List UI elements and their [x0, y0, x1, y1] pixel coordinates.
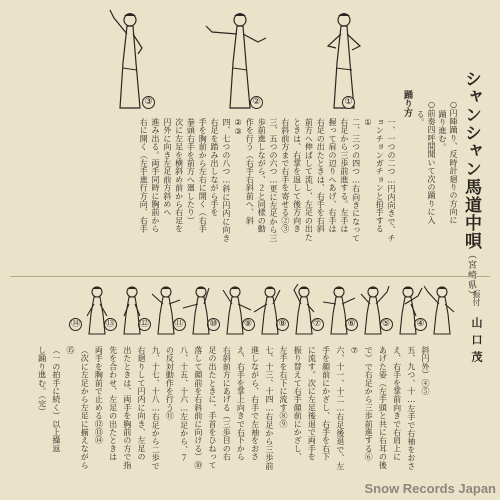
instruction-column: 円外に向き左足前方斜めへ [162, 118, 172, 217]
instruction-column: に流す。次に左足後退で両手を [307, 346, 317, 461]
instruction-column: ⑮ [66, 346, 75, 355]
instruction-column: 握って肩の辺りへあげ、右手は [328, 118, 337, 233]
intro-text [448, 100, 458, 260]
instruction-column: 五、九つ、十…左手で右袖をおさ [406, 346, 416, 470]
instruction-column: 三、五つの六つ…更に左足から三 [269, 118, 278, 242]
instruction-column: ョンチョンガチョンと拍手する [375, 118, 385, 233]
instruction-column: で）で右足から三歩前進する⑥ [364, 346, 374, 461]
choreography-credit [468, 290, 484, 368]
instruction-column: 先を合わせ、左足の出たときは [108, 346, 118, 461]
section-heading: 踊り方 [402, 90, 412, 117]
figure-number: ⑥ [345, 318, 358, 331]
instruction-column: え、右手を掌前向きで右肩上に [392, 346, 402, 461]
figure-number: ⑤ [380, 318, 393, 331]
instruction-column: 九、十七、十八…右足から二歩で [151, 346, 161, 470]
instruction-column: 右に開く（左手進行方向、右手 [139, 118, 149, 233]
figure-number: ⑧ [276, 318, 289, 331]
credit-label: 振付 [472, 290, 481, 306]
instruction-column: 進しながら、右手で左袖をおさ [250, 346, 260, 461]
credit-name: 山口茂 [470, 317, 483, 368]
instruction-column: 左手を右下に流す⑧⑨ [279, 346, 288, 428]
instruction-column: ②③ [233, 118, 243, 137]
instruction-column: 右足の出たときは、右手を右斜 [316, 118, 326, 233]
instruction-column: 拳頭右手を前方へ廻したり） [186, 118, 196, 225]
figure-number: ⑫ [139, 319, 149, 329]
instruction-column: し踊り進む。（完） [37, 346, 47, 416]
figure-number: ⑭ [70, 319, 80, 329]
intro-line: る。 [416, 110, 425, 127]
intro-text [437, 110, 447, 260]
instruction-column: 次に左足を横斜め前から右足を [174, 118, 184, 233]
section-divider [10, 276, 490, 277]
instruction-column: あげた姿（左手頭と共に右耳の後 [378, 346, 388, 469]
figure-number: ⑪ [174, 319, 184, 329]
instruction-column: 振り替えて右手顔前にかざし、 [293, 346, 303, 461]
intro-line: 踊り進む。 [438, 110, 447, 151]
instruction-column: 一、一つの二つ…円内向きで、チ [387, 118, 396, 242]
intro-text [415, 110, 425, 260]
instruction-column: 六、十一、十二…右足後退で、左 [335, 346, 345, 470]
instruction-column: 七、十三、十四…右足から三歩前 [264, 346, 274, 470]
figure-number: ⑦ [311, 318, 324, 331]
intro-line: ○円陣踊り、反時計廻りの方向に [449, 100, 458, 224]
instruction-column: 右斜前方にあげる（三歩目の右 [222, 346, 232, 461]
instruction-column: 右廻りして円内に向き、左足の [137, 346, 146, 461]
intro-line: ○前奏四呼間聞いて次の踊りに入 [427, 100, 436, 224]
instruction-column: 足の出たときに、手首をひねって [208, 346, 217, 469]
instruction-column: 両手を胸前で止める⑫⑬⑭ [94, 346, 104, 445]
instruction-column: 二、三つの四つ…右向きになって [351, 118, 361, 242]
figure-number: ⑨ [242, 318, 255, 331]
instruction-column: 四、七つの八つ…斜に円内に向き [221, 118, 231, 242]
dance-figure-2 [200, 8, 280, 116]
instruction-column: 手を顔前にかざし、右手を右下 [321, 346, 331, 461]
instruction-column: ① [363, 118, 373, 128]
figure-number: ⑩ [207, 318, 220, 331]
instruction-column: 斜円外）④⑤ [421, 346, 430, 396]
figure-number: ② [250, 96, 263, 109]
instruction-column: （次に左足から左足に揃えながら [80, 346, 90, 469]
song-title-main: シャンシャン馬道中唄 [461, 70, 481, 250]
instruction-column: 作を行う（右手右斜前へ、斜 [245, 118, 255, 225]
figure-number: ④ [414, 318, 427, 331]
figure-number: ① [342, 96, 355, 109]
instruction-column: え、右手を掌上向きで右下から [236, 346, 246, 461]
intro-text [426, 100, 436, 260]
instruction-column: ⑦ [350, 346, 359, 356]
instruction-column: 右足から三歩前進する。左手は [339, 118, 349, 233]
figure-number: ⑬ [105, 319, 115, 329]
song-title [459, 70, 484, 300]
figure-number: ③ [142, 96, 155, 109]
instruction-column: 右足を踏み出しながら手を [210, 118, 219, 217]
instruction-column: 八、十五、十六…左足から、７ [179, 346, 189, 462]
instruction-column: 右斜前方まで右手を寄せる②③ [280, 118, 290, 233]
instruction-column: 落して顔前を右斜前に向ける）⑩ [193, 346, 203, 469]
instruction-column: 前方へ伸ばして流し、左足の出た [304, 118, 314, 241]
instruction-column: の反対動作を行う⑪ [165, 346, 175, 420]
instruction-column: 出たときは、両手を胸前の方で指 [122, 346, 132, 469]
instruction-column: 手を胸前から左右に開く（右手 [198, 118, 208, 233]
instruction-column: 歩前進しながら、２と同様の動 [257, 118, 267, 233]
watermark: Snow Records Japan [364, 481, 496, 496]
instruction-column: （一の拍手に続く）以上繰返 [51, 346, 61, 453]
song-title-prefecture: （宮崎県） [466, 250, 476, 300]
instruction-column: ときは、右掌を返して後方向き [292, 118, 302, 233]
instruction-column: 進み出る。両手同時に胸前から [151, 118, 160, 233]
